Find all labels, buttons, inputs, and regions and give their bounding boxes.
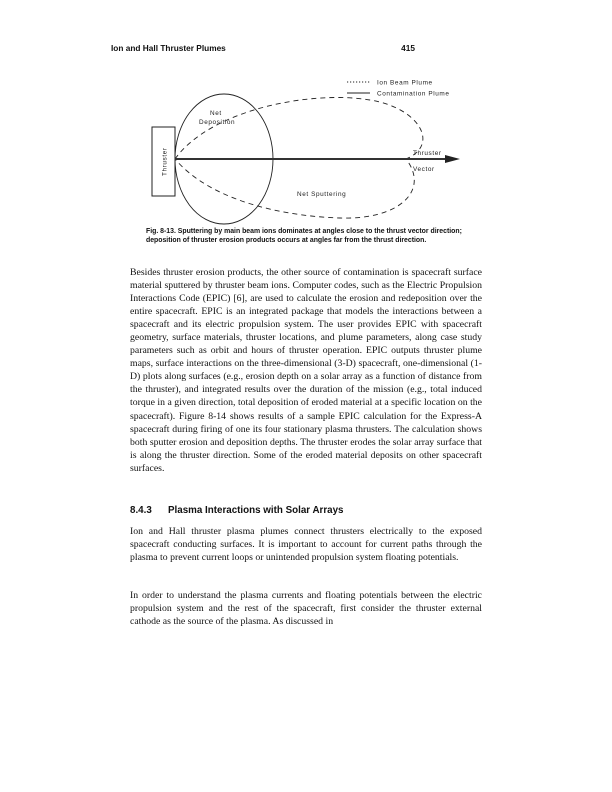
figure-caption: Fig. 8-13. Sputtering by main beam ions dominates at angles close to the thrust vector direction; deposition of thruster erosion products occurs at angles far from the thrust direction. (146, 228, 462, 244)
running-title: Ion and Hall Thruster Plumes (111, 43, 226, 53)
section-number: 8.4.3 (130, 505, 152, 516)
thruster-label: Thruster (161, 147, 169, 176)
thruster-vector-label-line1: Thruster (413, 150, 442, 157)
page-number: 415 (401, 43, 415, 53)
thruster-vector-label-line2: Vector (413, 166, 435, 173)
legend-ion-beam-plume: Ion Beam Plume (377, 79, 433, 87)
section-title: Plasma Interactions with Solar Arrays (168, 505, 344, 516)
plume-diagram (140, 70, 470, 230)
figure-8-13 (140, 70, 470, 230)
legend-contamination-plume: Contamination Plume (377, 90, 450, 98)
paragraph-epic: Besides thruster erosion products, the other source of contamination is spacecraft surface material sputtered by thruster beam ions. Computer codes, such as the Electric Propulsion Interactions Code (EPIC) [6], are used to calculate the erosion and redeposition over the entire spacecraft. EPIC is an integrated package that models the interactions between a spacecraft and its electric propulsion system. The user provides EPIC with spacecraft geometry, surface materials, thruster locations, and plume parameters, along case study parameters such as orbit and hours of thruster operation. EPIC outputs thruster plume maps, surface interactions on the three-dimensional (3-D) spacecraft, one-dimensional (1-D) plots along surfaces (e.g., erosion depth on a solar array as a function of distance from the thruster), and integrated results over the duration of the mission (e.g., total induced torque in a given direction, total deposition of eroded material at a specific location on the spacecraft). Figure 8-14 shows results of a sample EPIC calculation for the Express-A spacecraft during firing of one its four stationary plasma thrusters. The calculation shows both sputter erosion and deposition depths. The thruster erodes the solar array surface that is along the thruster direction. Some of the eroded material deposits on other spacecraft surfaces. (130, 267, 482, 474)
arrowhead-icon (445, 155, 460, 163)
net-sputtering-label: Net Sputtering (297, 191, 347, 198)
paragraph-plasma-plumes: Ion and Hall thruster plasma plumes connect thrusters electrically to the exposed spacecraft conducting surfaces. It is important to account for current paths through the plasma to prevent current loops or unintended propulsion system floating potentials. (130, 526, 482, 564)
net-deposition-label-line1: Net (210, 110, 222, 117)
paragraph-cathode: In order to understand the plasma currents and floating potentials between the electric propulsion system and the rest of the spacecraft, first consider the thruster external cathode as the source of the plasma. As discussed in (130, 590, 482, 628)
section-heading (130, 505, 482, 516)
net-deposition-label-line2: Deposition (199, 119, 236, 126)
